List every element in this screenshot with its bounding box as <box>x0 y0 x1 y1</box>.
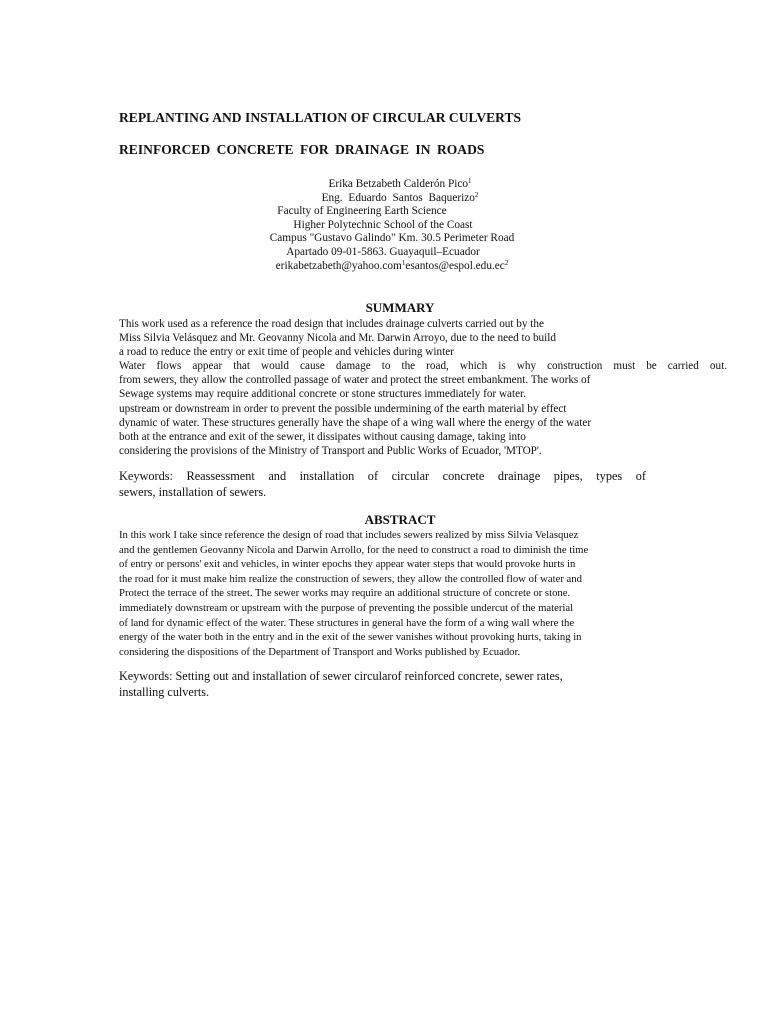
abstract-line: immediately downstream or upstream with the purpose of preventing the possible undercut of the material <box>119 601 574 614</box>
abstract-keywords <box>119 668 646 700</box>
faculty: Faculty of Engineering Earth Science <box>277 205 447 218</box>
campus-address: Campus "Gustavo Galindo" Km. 30.5 Perimeter Road <box>269 232 515 245</box>
abstract-line: the road for it must make him realize the construction of sewers, they allow the controlled flow of water and <box>119 572 582 585</box>
summary-line: Water flows appear that would cause damage to the road, which is why construction must be carried out. <box>119 360 727 373</box>
summary-line: a road to reduce the entry or exit time of people and vehicles during winter <box>119 346 454 359</box>
abstract-text <box>119 528 727 659</box>
postal-address: Apartado 09-01-5863. Guayaquil–Ecuador <box>286 245 480 258</box>
abstract-line: energy of the water both in the entry and in the exit of the sewer vanishes without provoking hurts, taking in <box>119 631 582 644</box>
summary-line: Miss Silvia Velásquez and Mr. Geovanny Nicola and Mr. Darwin Arroyo, due to the need to build <box>119 332 556 345</box>
abstract-line: and the gentlemen Geovanny Nicola and Darwin Arrollo, for the need to construct a road to diminish the time <box>119 543 589 556</box>
author-1-affiliation-mark: 1 <box>468 177 472 185</box>
abstract-line: In this work I take since reference the design of road that includes sewers realized by miss Silvia Velasquez <box>119 529 579 541</box>
email-1[interactable]: erikabetzabeth@yahoo.com <box>275 259 402 272</box>
author-1 <box>0 178 768 192</box>
paper-title-line-1: REPLANTING AND INSTALLATION OF CIRCULAR CULVERTS <box>119 110 522 125</box>
summary-line: This work used as a reference the road design that includes drainage culverts carried out by the <box>119 318 544 330</box>
abstract-line: considering the dispositions of the Department of Transport and Works published by Ecuador. <box>119 645 521 658</box>
author-2-affiliation-mark: 2 <box>474 190 479 199</box>
summary-keywords-line-2: sewers, installation of sewers. <box>119 485 267 499</box>
summary-heading: SUMMARY <box>365 300 435 315</box>
paper-title-line-2: REINFORCED CONCRETE FOR DRAINAGE IN ROADS <box>119 142 485 157</box>
school: Higher Polytechnic School of the Coast <box>293 218 473 231</box>
summary-line: considering the provisions of the Ministry of Transport and Public Works of Ecuador, 'MTOP'. <box>119 444 542 457</box>
author-emails <box>0 260 768 274</box>
email-2-mark: 2 <box>504 258 509 267</box>
summary-line: Sewage systems may require additional concrete or stone structures immediately for water. <box>119 388 526 401</box>
author-1-name: Erika Betzabeth Calderón Pico <box>328 178 469 190</box>
abstract-heading: ABSTRACT <box>364 512 436 527</box>
author-2 <box>0 192 768 206</box>
abstract-keywords-line-2: installing culverts. <box>119 685 210 699</box>
summary-line: from sewers, they allow the controlled passage of water and protect the street embankment. The works of <box>119 374 591 387</box>
email-1-mark: 1 <box>401 258 406 267</box>
summary-line: both at the entrance and exit of the sewer, it dissipates without causing damage, taking into <box>119 430 526 443</box>
summary-line: dynamic of water. These structures generally have the shape of a wing wall where the energy of the water <box>119 416 592 429</box>
abstract-line: of entry or persons' exit and vehicles, in winter epochs they appear water steps that would provoke hurts in <box>119 558 576 571</box>
abstract-line: of land for dynamic effect of the water. These structures in general have the form of a wing wall where the <box>119 616 575 629</box>
abstract-keywords-line-1: Keywords: Setting out and installation of sewer circularof reinforced concrete, sewer rates, <box>119 669 563 683</box>
author-2-name: Eng. Eduardo Santos Baquerizo <box>321 191 475 204</box>
author-block <box>0 178 768 273</box>
summary-keywords <box>119 468 646 500</box>
abstract-line: Protect the terrace of the street. The sewer works may require an additional structure of concrete or stone. <box>119 587 571 600</box>
summary-line: upstream or downstream in order to prevent the possible undermining of the earth material by effect <box>119 402 567 415</box>
summary-keywords-line-1: Keywords: Reassessment and installation of circular concrete drainage pipes, types of <box>119 469 646 483</box>
summary-text <box>119 317 727 458</box>
email-2[interactable]: esantos@espol.edu.ec <box>405 259 505 272</box>
